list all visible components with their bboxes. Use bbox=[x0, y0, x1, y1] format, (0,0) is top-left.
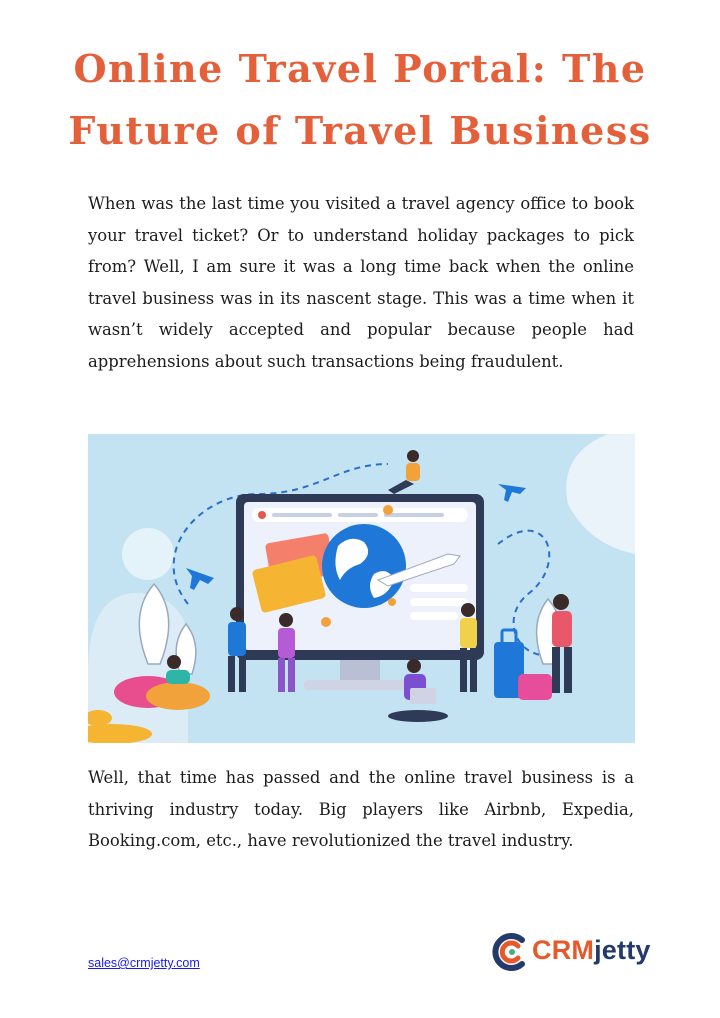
document-title: Online Travel Portal: The Future of Travel Business bbox=[68, 46, 652, 153]
crmjetty-wordmark bbox=[532, 935, 651, 966]
intro-paragraph: When was the last time you visited a travel agency office to book your travel ticket? Or to understand holiday packages to pick from? Well, I am sure it was a long time back when the online travel business was in its nascent stage. This was a time when it wasn’t widely accepted and popular because people had apprehensions about such transactions being fraudulent. bbox=[88, 194, 634, 371]
body-paragraph: Well, that time has passed and the online travel business is a thriving industry today. Big players like Airbnb, Expedia, Booking.com, etc., have revolutionized the travel industry. bbox=[88, 768, 634, 850]
online-travel-illustration-icon bbox=[88, 434, 635, 743]
email-link[interactable]: sales@crmjetty.com bbox=[88, 956, 200, 970]
logo-jetty-text: jetty bbox=[594, 935, 651, 965]
travel-illustration bbox=[88, 434, 635, 743]
crmjetty-logo bbox=[492, 932, 651, 974]
crmjetty-mark-icon bbox=[492, 932, 530, 972]
logo-crm-text: CRM bbox=[532, 935, 595, 965]
